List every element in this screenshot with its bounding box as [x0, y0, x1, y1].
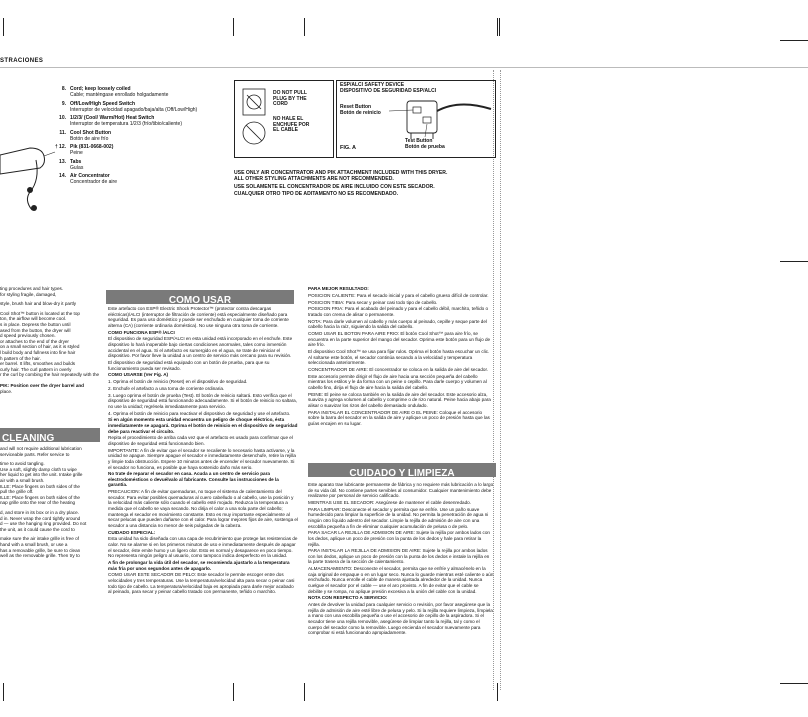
como-usar-heading: COMO USAR — [168, 295, 232, 306]
plug-warning-es: NO HALE EL ENCHUFE POR EL CABLE — [273, 116, 310, 134]
crop-mark — [780, 683, 808, 684]
part-row: † 12. Pik (831-0668-002) Peine — [54, 144, 114, 156]
reset-button-label: Reset Button Botón de reinicio — [340, 104, 381, 116]
esp-plug-icon — [387, 91, 493, 141]
plug-warning-en: DO NOT PULL PLUG BY THE CORD — [273, 90, 307, 108]
crop-mark — [780, 261, 808, 262]
part-row: 14. Air Concentrator Concentrador de aire — [59, 173, 117, 185]
cleaning-heading: CLEANING — [2, 433, 55, 444]
attachment-notice: USE ONLY AIR CONCENTRATOR AND PIK ATTACHMENT INCLUDED WITH THIS DRYER. ALL OTHER STYLING ATTACHMENTS ARE NOT RECOMMENDED. USE SOLAMENTE EL CONCENTRADOR DE AIRE INCLUIDO CON ESTE SECADOR. CUALQUIER OTRO TIPO DE ADITAMENTO NO ES RECOMENDADO. — [234, 170, 448, 197]
crop-mark — [3, 683, 4, 701]
dryer-illustration — [0, 130, 60, 220]
plug-warning-box — [234, 80, 334, 158]
crop-mark — [233, 18, 234, 36]
esp-title: ESP/ALCI SAFETY DEVICE DISPOSITIVO DE SEGURIDAD ESP/ALCI — [340, 82, 437, 94]
part-row: 13. Tabs Guías — [59, 158, 84, 171]
cleaning-heading-bar — [0, 428, 100, 442]
crop-mark — [233, 683, 234, 701]
como-usar-heading-bar — [106, 290, 294, 304]
crop-mark — [304, 683, 305, 701]
test-button-label: Test Button Botón de prueba — [405, 138, 445, 150]
left-column-text-2: and will not require additional lubrication serviceable parts. Refer service to time to avoid tangling. Use a soft, slightly damp cloth to wipe her liquid to get into the unit. Intake grille air with a small brush. ILLE: Place fingers on both sides of the pull the grille off. ILLE: Place fingers on both sides of the nap grille onto the rear of the heating d, and store in its box or in a dry place. d in. Never wrap the cord tightly around d — use the hanging ring provided. Do not the unit, as it could cause the cord to make sure the air intake grille is free of hand with a small brush, or use a has a removable grille, be sure to clean well as the removable grille. Then try to — [0, 446, 87, 559]
left-column-text: ting procedures and hair types. for styling fragile, damaged, style, brush hair and blow-dry it partly Cool Shot™ button is located at the top ton, the airflow will become cool. s in place. Depress the button until ased from the button, the dryer will d speed previously chosen. or attaches to the end of the dryer on a small section of hair, as it is styled l build body and fullness into fine hair h pattern of the hair. er barrel. It lifts, smoothes and builds curly hair. The curl pattern in overly r the curl by combing the hair repeatedly with the PIK: Position over the dryer barrel and place. — [0, 286, 100, 394]
fold-line — [500, 70, 501, 690]
part-row: 9. Off/Low/High Speed Switch Interruptor de velocidad apagado/baja/alta (Off/Low/High) — [61, 100, 198, 113]
crop-mark — [304, 18, 305, 36]
cuidado-heading: CUIDADO Y LIMPIEZA — [349, 468, 455, 479]
crop-mark — [3, 18, 4, 36]
cuidado-text: Este aparato trae lubricante permanente de fábrica y no requiere más lubricación a lo largo de su vida útil. No contiene partes servibles al consumidor. Cualquier mantenimiento debe realizarse por personal de servicio calificado. MIENTRAS USE EL SECADOR: Asegúrese de mantener el cable desenredado. PARA LIMPIAR: Desconecte el secador y permita que se enfríe. Use un paño suave humedecido para limpiar la superficie de la unidad. No permita la penetración de agua ni ningún otro líquido adentro del secador. Limpie la rejilla de admisión de aire con una escobilla pequeña a fin de eliminar cualquier acumulación de pelusa o de pelo. PARA SACAR LA REJILLA DE ADMISION DE AIRE: Sujete la rejilla por ambos lados con los dedos, aplique un poco de presión con la punta de los dedos y hale para retirar la rejilla. PARA INSTALAR LA REJILLA DE ADMISION DE AIRE: Sujete la rejilla por ambos lados con los dedos, aplique un poco de presión con la punta de los dedos e instale la rejilla en la parte trasera de la sección de calentamiento. ALMACENAMIENTO: Desconecte el secador, permita que se enfríe y almacénelo en la caja original de empaque o en un lugar seco. Nunca lo guarde mientras esté caliente o aún enchufado. Nunca enrolle el cable de manera ajustada alrededor de la unidad. Nunca cuelgue el secador por el cable — use el aro provisto. A fin de evitar que el cable se debilite y se rompa, no aplique presión excesiva a la unión del cable con la unidad. NOTA CON RESPECTO A SERVICIO: Antes de devolver la unidad para cualquier servicio o revisión, por favor asegúrese que la rejilla de admisión de aire esté libre de pelusa y pelo. Si la rejilla requiere limpieza, límpiela a mano con una escobilla pequeña o use el accesorio de cepillo de la aspiradora. Si el secador tiene una rejilla removible, asegúrese de limpiar tanto la rejilla, tal y como el cuerpo del secador como la removible. Luego encienda el secador nuevamente para comprobar si está funcionando apropiadamente. — [308, 482, 494, 636]
crop-mark — [497, 683, 498, 701]
crop-mark — [497, 18, 498, 36]
part-row: 11. Cool Shot Button Botón de aire frío — [59, 129, 112, 142]
figure-caption: FIG. A — [340, 145, 356, 151]
cuidado-heading-bar — [308, 463, 496, 477]
plug-hand-icon — [239, 85, 269, 151]
como-usar-text: Este artefacto con ESP® Electric Shock Protector™ (protector contra descargas eléctricas)/ALCI (interruptor de filtración de corriente) está especialmente diseñado para seguridad. Es para uso doméstico y puede ser enchufado en cualquier toma de corriente alterna (CA) (corriente ordinaria doméstica). No use ninguna otra toma de corriente. COMO FUNCIONA ESP® /ALCI El dispositivo de seguridad ESP/ALCI en esta unidad está incorporado en el enchufe. Este dispositivo lo hará inoperable bajo ciertas condiciones anormales, tales como inmersión accidental en el agua. Si el artefacto es sumergido en el agua, se trate de reiniciar el dispositivo. Por favor lleve la unidad a un centro de servicio más cercano para su revisión. El dispositivo de seguridad está equipado con un botón de prueba, para que su funcionamiento pueda ser revisado. COMO USARSE (Ver Fig. A) 1. Oprima el botón de reinicio (Reset) en el dispositivo de seguridad. 2. Enchufe el artefacto a una toma de corriente ordinaria. 3. Luego oprima el botón de prueba (Test). El botón de reinicio saltará. Esto verifica que el dispositivo de seguridad está funcionando adecuadamente. Si el botón de reinicio no saltara, no use la unidad; regrésela inmediatamente para servicio. 4. Oprima el botón de reinicio para reactivar el dispositivo de seguridad y use el artefacto. Si en algún momento esta unidad encuentra un peligro de choque eléctrico, ésta inmediatamente se apagará. Oprima el botón de reinicio en el dispositivo de seguridad debe para reactivar el circuito. Repita el procedimiento de arriba cada vez que el artefacto es usado para confirmar que el dispositivo de seguridad está funcionando bien. IMPORTANTE: A fin de evitar que el secador se recaliente lo necesario hasta activarse, y la unidad se apague. Siempre apague el secador e inmediatamente desenchufe, retire la rejilla y limpie toda obstrucción. Espere 10 minutos antes de encender el secador nuevamente. Si el secador no funciona, es posible que haya sostenido daño más serio. No trate de reparar el secador en casa. Acuda a un centro de servicio para electrodomésticos o devuélvalo al fabricante. Consulte las instrucciones de la garantía. PRECAUCION: A fin de evitar quemaduras, no toque el sistema de calentamiento del secador. Para evitar posibles quemaduras al cuero cabelludo o al cabello, use la posición y la velocidad más caliente sólo cuando el cabello esté mojado. Reduzca la temperatura a medida que el cabello se vaya secando. No dirija el calor a una sola parte del cabello; mantenga el secador en movimiento constante. Esto es muy importante especialmente al secar pelucas que pueden dañarse con el calor. Para lograr mejores fijos de aire, sostenga el secador a una distancia no menor de seis pulgadas de la cabeza. CUIDADO ESPECIAL: Esta unidad ha sido diseñada con una capa de recubrimiento que protege las resistencias de calor. No se alarme si en los primeros minutos de uso e inmediatamente después de apagar el secador, éste emite humo y un ligero olor. Esto es normal y desaparece en poco tiempo. No representa ningún peligro al usuario, como tampoco indica desperfecto en la unidad. A fin de prolongar la vida útil del secador, se recomienda ajustarlo a la temperatura más fría por unos segundos antes de apagarlo. COMO USAR ESTE SECADOR DE PELO: Este secador le permite escoger entre dos velocidades y tres temperaturas. Use la temperatura/velocidad alta para secar o peinar casi todo tipo de cabello. La temperatura/velocidad baja es apropiada para darle mejor acabado al peinado, para secar y peinar cabello tratado con permanente, teñido o marchito. — [108, 306, 298, 595]
part-row: 8. Cord; keep loosely coiled Cable; manténgase enrollado holgadamente — [61, 86, 169, 98]
crop-mark — [780, 40, 808, 41]
part-row: 10. 1/2/3/ (Cool/ Warm/Hot) Heat Switch Interruptor de temperatura 1/2/3 (frío/tibio/caliente) — [59, 115, 183, 127]
crop-mark — [499, 18, 500, 36]
page-header: STRACIONES — [0, 58, 44, 64]
esp-figure-box — [336, 80, 496, 158]
para-mejor-resultado-text: PARA MEJOR RESULTADO: POSICION CALIENTE: Para el secado inicial y para el cabello grueso difícil de controlar. POSICION TIBIA: Para secar y peinar casi todo tipo de cabello. POSICION FRIA: Para el acabado del peinado y para el cabello débil, marchito, teñido o tratado con crema de alisar o permanente. NOTA: Para darle volumen al cabello y más cuerpo al peinado, cepille y seque parte del cabello hacia la raíz, siguiendo la salida del cabello. COMO USAR EL BOTON PARA AIRE FRIO: El botón Cool Shot™ para aire frío, se encuentra en la parte superior del mango del secador. Oprima este botón para un flujo de aire frío. El dispositivo Cool Shot™ se usa para fijar rulos. Oprima el botón hasta escuchar un clic. Al soltarse este botón, el secador continúa secando a la velocidad y temperatura seleccionada anteriormente. CONCENTRADOR DE AIRE: El concentrador se coloca en la salida de aire del secador. Este accesorio permite dirigir el flujo de aire hacia una sección pequeña del cabello mientras los estilos y le da forma con un peine o cepillo. Para darle cuerpo y volumen al cabello fino, dirija el flujo de aire hacia la salida del cabello. PEINE: El peine se coloca también en la salida de aire del secador. Este accesorio alza, suaviza y agrega volumen al cabello y comprime o de rizo natural. Peine hacia abajo para alisar o suavizar los rizos del cabello demasiado ondulado. PARA INSTALAR EL CONCENTRADOR DE AIRE O EL PEINE: Coloque el accesorio sobre la barra del secador en la salida de aire y aplique un poco de presión hasta que las guías encajen en su lugar. — [308, 286, 491, 426]
parts-list — [52, 86, 232, 188]
header-rule — [0, 67, 808, 68]
